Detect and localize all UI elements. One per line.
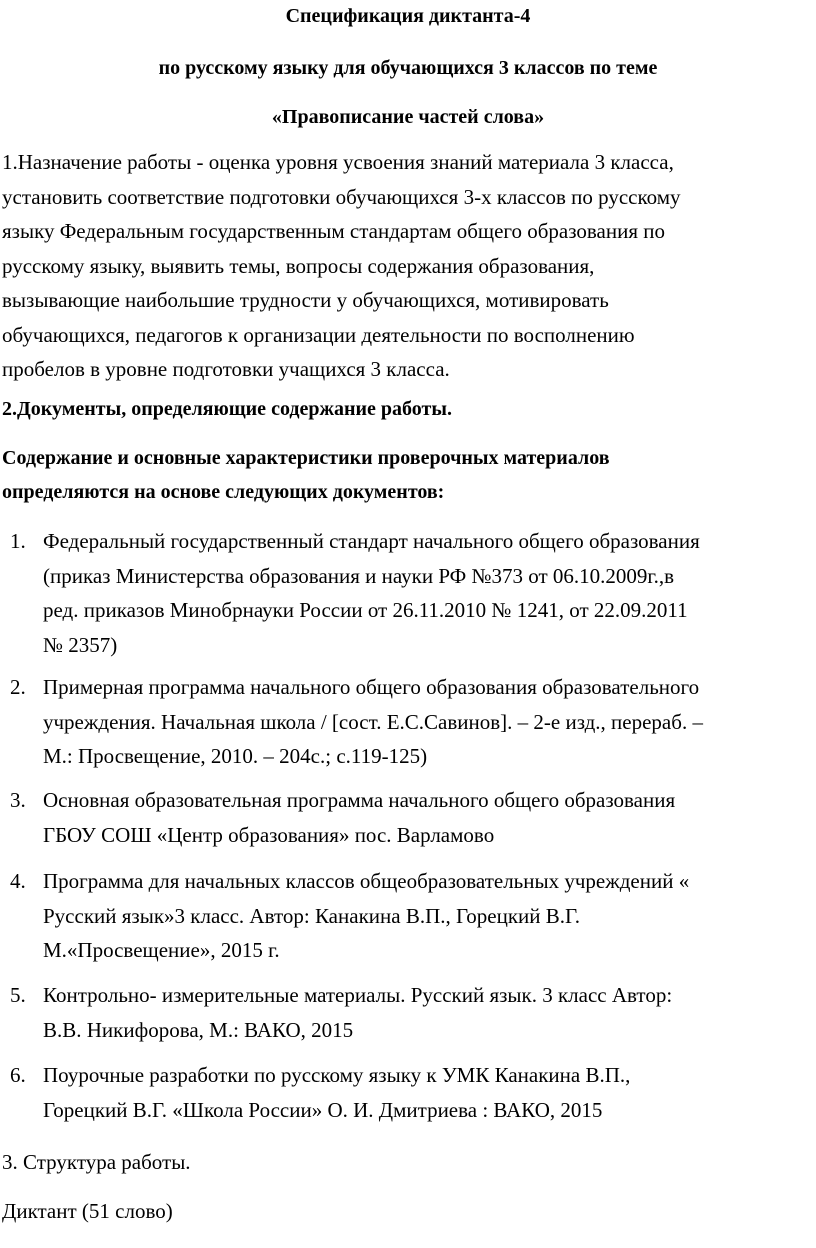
list-line: № 2357) <box>43 632 118 657</box>
purpose-line: русскому языку, выявить темы, вопросы содержания образования, <box>2 253 595 278</box>
list-number: 3. <box>10 788 26 812</box>
structure-heading: 3. Структура работы. <box>2 1150 191 1174</box>
purpose-line: вызывающие наибольшие трудности у обучающихся, мотивировать <box>2 288 609 312</box>
documents-intro-line: Содержание и основные характеристики проверочных материалов <box>2 447 610 469</box>
purpose-line: языку Федеральным государственным стандартам общего образования по <box>2 219 665 243</box>
list-line: В.В. Никифорова, М.: ВАКО, 2015 <box>43 1017 354 1042</box>
documents-intro-line: определяются на основе следующих документов: <box>2 481 445 503</box>
purpose-line: установить соответствие подготовки обучающихся 3-х классов по русскому <box>2 184 681 209</box>
list-line: Федеральный государственный стандарт начального общего образования <box>43 529 700 553</box>
purpose-line: пробелов в уровне подготовки учащихся 3 класса. <box>2 357 450 381</box>
list-number: 1. <box>10 529 26 553</box>
list-line: М.«Просвещение», 2015 г. <box>43 938 280 962</box>
list-line: Примерная программа начального общего образования образовательного <box>43 675 700 699</box>
purpose-paragraph <box>2 145 808 387</box>
list-item-text <box>43 670 815 774</box>
list-line: Программа для начальных классов общеобразовательных учреждений « <box>43 869 690 893</box>
list-line: ред. приказов Минобрнауки России от 26.11.2010 № 1241, от 22.09.2011 <box>43 598 688 622</box>
list-item-text <box>43 864 815 968</box>
list-line: (приказ Министерства образования и науки РФ №373 от 06.10.2009г.,в <box>43 563 675 588</box>
list-line: Горецкий В.Г. «Школа России» О. И. Дмитриева : ВАКО, 2015 <box>43 1097 603 1122</box>
purpose-line: 1.Назначение работы - оценка уровня усвоения знаний материала 3 класса, <box>2 150 674 174</box>
doc-subtitle: по русскому языку для обучающихся 3 классов по теме <box>158 57 658 79</box>
list-item-text <box>43 1058 815 1127</box>
list-line: Поурочные разработки по русскому языку к УМК Канакина В.П., <box>43 1063 631 1087</box>
list-line: Основная образовательная программа начального общего образования <box>43 788 676 812</box>
list-number: 6. <box>10 1063 26 1087</box>
list-number: 4. <box>10 869 26 893</box>
list-number: 5. <box>10 983 26 1007</box>
list-line: учреждения. Начальная школа / [сост. Е.С.Савинов]. – 2-е изд., перераб. – <box>43 709 703 734</box>
dictation-line: Диктант (51 слово) <box>2 1199 173 1223</box>
list-line: Контрольно- измерительные материалы. Русский язык. 3 класс Автор: <box>43 983 673 1007</box>
list-line: М.: Просвещение, 2010. – 204с.; с.119-125) <box>43 744 428 768</box>
list-item-text <box>43 783 815 852</box>
list-number: 2. <box>10 675 26 699</box>
doc-title: Спецификация диктанта-4 <box>285 5 531 27</box>
documents-heading: 2.Документы, определяющие содержание работы. <box>2 398 452 420</box>
list-line: Русский язык»3 класс. Автор: Канакина В.П., Горецкий В.Г. <box>43 903 581 928</box>
list-line: ГБОУ СОШ «Центр образования» пос. Варламово <box>43 822 495 847</box>
list-item-text <box>43 978 815 1047</box>
list-item-text <box>43 524 815 662</box>
doc-topic: «Правописание частей слова» <box>271 106 545 128</box>
purpose-line: обучающихся, педагогов к организации деятельности по восполнению <box>2 322 635 347</box>
